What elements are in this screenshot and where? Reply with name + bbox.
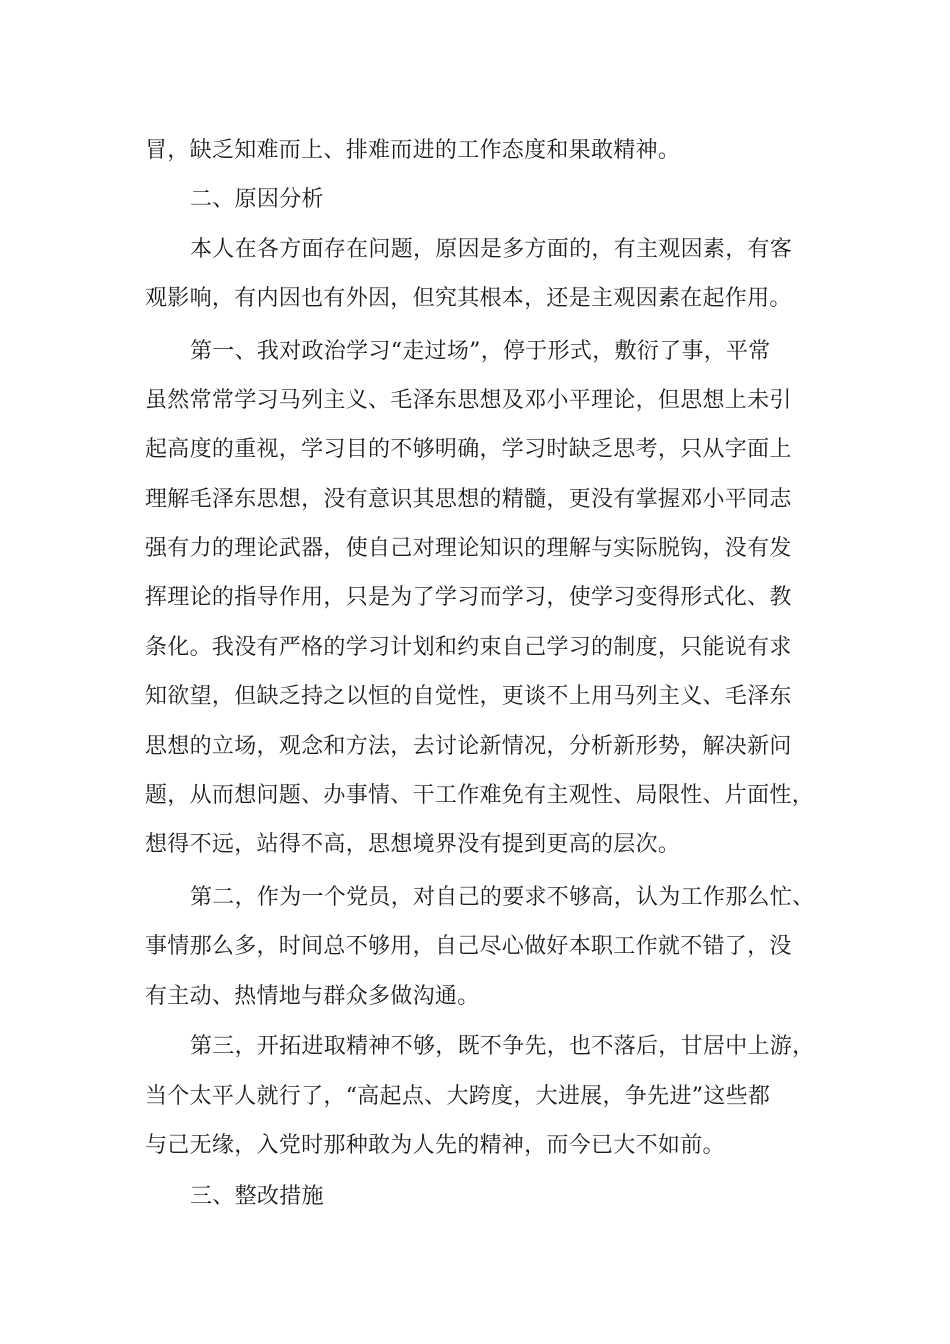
text-line: 第三，开拓进取精神不够，既不争先，也不落后，甘居中上游， <box>190 1034 815 1059</box>
text-line: 冒，缺乏知难而上、排难而进的工作态度和果敢精神。 <box>145 138 681 163</box>
text-line: 当个太平人就行了，“高起点、大跨度，大进展，争先进”这些都 <box>145 1084 771 1109</box>
text-line: 本人在各方面存在问题，原因是多方面的，有主观因素，有客 <box>190 237 793 262</box>
section-heading: 二、原因分析 <box>190 187 324 212</box>
text-line: 想得不远，站得不高，思想境界没有提到更高的层次。 <box>145 832 681 857</box>
text-line: 事情那么多，时间总不够用，自己尽心做好本职工作就不错了，没 <box>145 934 792 959</box>
text-line: 强有力的理论武器，使自己对理论知识的理解与实际脱钩，没有发 <box>145 536 792 561</box>
text-line: 虽然常常学习马列主义、毛泽东思想及邓小平理论，但思想上未引 <box>145 388 792 413</box>
text-line: 与己无缘，入党时那种敢为人先的精神，而今已大不如前。 <box>145 1133 725 1158</box>
text-line: 条化。我没有严格的学习计划和约束自己学习的制度，只能说有求 <box>145 635 792 660</box>
text-line: 思想的立场，观念和方法，去讨论新情况，分析新形势，解决新问 <box>145 734 792 759</box>
text-line: 观影响，有内因也有外因，但究其根本，还是主观因素在起作用。 <box>145 286 792 311</box>
text-line: 挥理论的指导作用，只是为了学习而学习，使学习变得形式化、教 <box>145 585 792 610</box>
text-line: 理解毛泽东思想，没有意识其思想的精髓，更没有掌握邓小平同志 <box>145 487 792 512</box>
section-heading: 三、整改措施 <box>190 1184 324 1209</box>
text-line: 第二，作为一个党员，对自己的要求不够高，认为工作那么忙、 <box>190 885 815 910</box>
text-line: 题，从而想问题、办事情、干工作难免有主观性、局限性、片面性， <box>145 783 815 808</box>
text-line: 有主动、热情地与群众多做沟通。 <box>145 984 480 1009</box>
text-line: 知欲望，但缺乏持之以恒的自觉性，更谈不上用马列主义、毛泽东 <box>145 684 792 709</box>
text-line: 第一、我对政治学习“走过场”，停于形式，敷衍了事，平常 <box>190 339 771 364</box>
text-line: 起高度的重视，学习目的不够明确，学习时缺乏思考，只从字面上 <box>145 437 792 462</box>
